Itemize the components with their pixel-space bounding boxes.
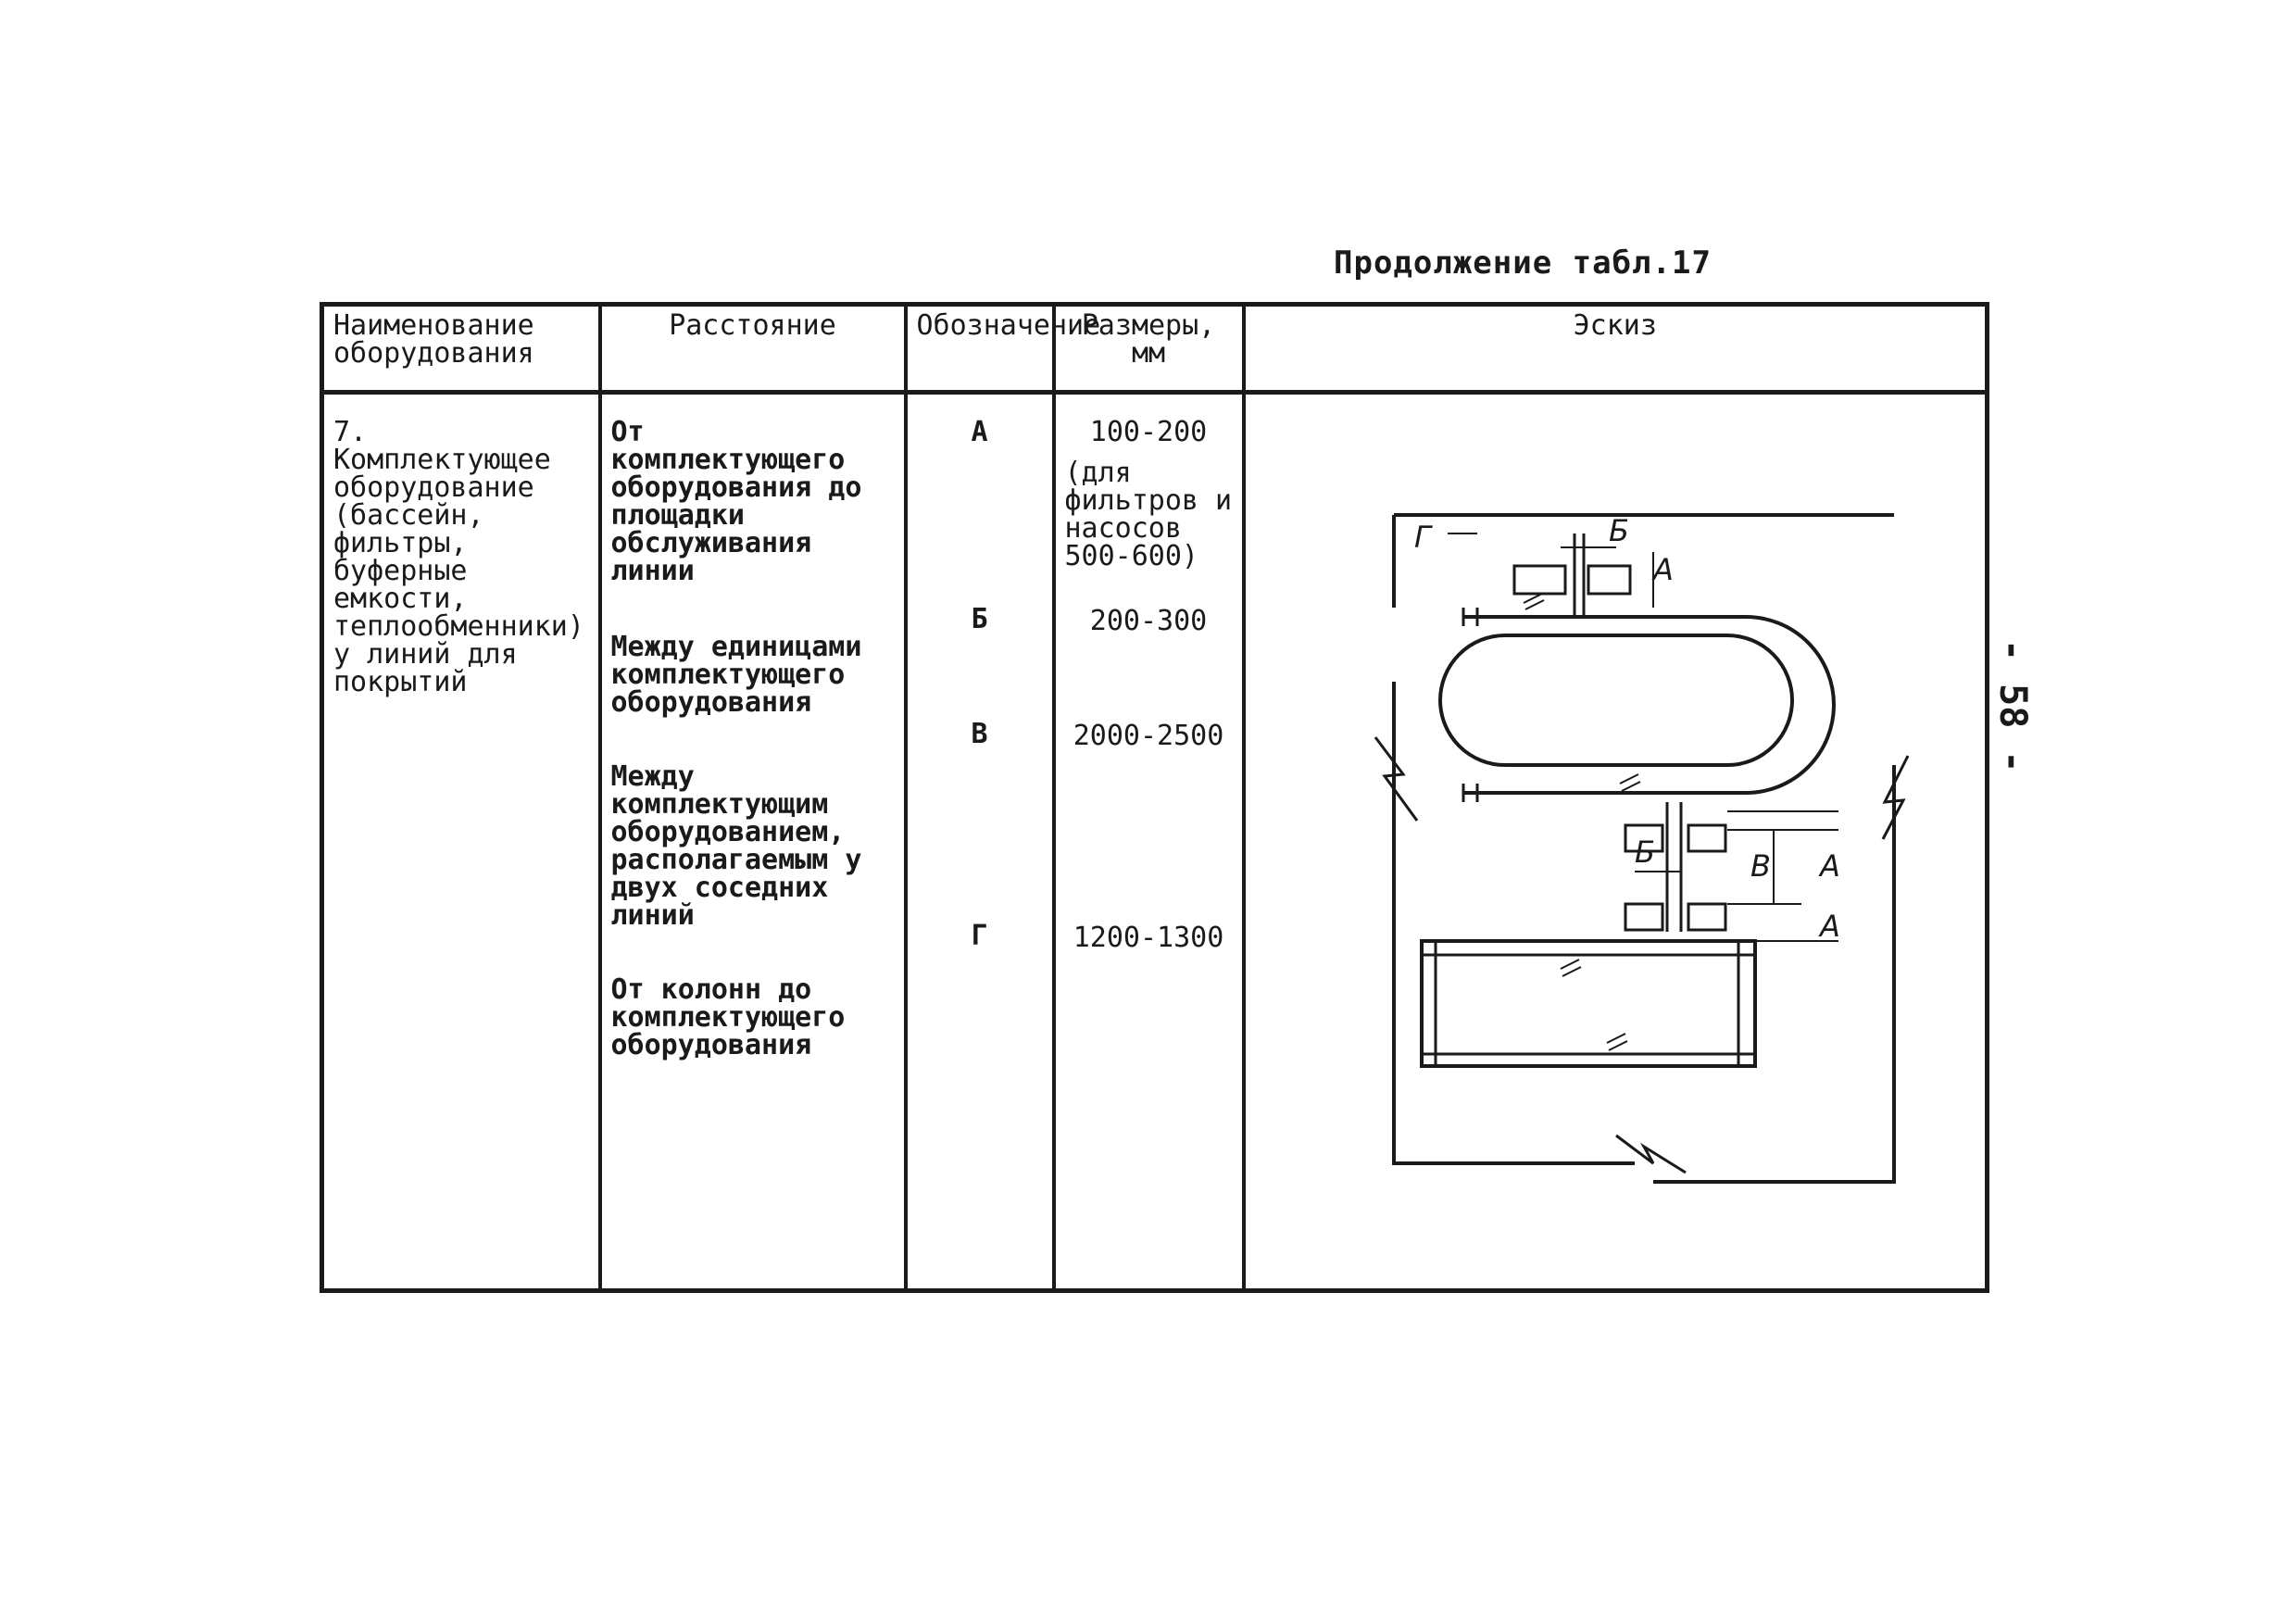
distance-b: Между единицами комплектующего оборудования [610, 631, 862, 719]
equipment-name: 7. Комплектующее оборудование (бассейн, фильтры, буферные емкости, теплообменники) у линий для покрытий [322, 393, 600, 1291]
distance-cell [600, 393, 906, 1291]
code-b: Б [971, 603, 988, 635]
header-code: Обозначение [906, 305, 1054, 393]
sketch-label-b2: Б [1634, 835, 1655, 870]
code-a: А [971, 416, 988, 448]
distance-v: Между комплектующим оборудованием, располагаемым у двух соседних линий [610, 760, 862, 932]
sketch-label-a2: А [1819, 848, 1840, 884]
size-b: 200-300 [1089, 605, 1208, 637]
table-row [322, 393, 1988, 1291]
equipment-table [320, 302, 1989, 1293]
page-number: - 58 - [1991, 639, 2034, 773]
code-g: Г [971, 920, 988, 952]
code-v: В [971, 718, 988, 750]
sketch-label-v: В [1750, 848, 1771, 884]
layout-sketch-diagram [1246, 395, 1982, 1293]
sketch-cell [1244, 393, 1988, 1291]
size-v: 2000-2500 [1073, 720, 1224, 752]
size-a: 100-200 [1089, 416, 1208, 448]
header-sizes: Размеры, мм [1054, 305, 1244, 393]
header-name: Наименование оборудования [322, 305, 600, 393]
distance-a: От комплектующего оборудования до площадки обслуживания линии [610, 416, 862, 587]
code-cell [906, 393, 1054, 1291]
sketch-label-a3: А [1819, 909, 1840, 944]
sketch-label-g: Г [1413, 520, 1431, 555]
distance-g: От колонн до комплектующего оборудования [610, 973, 846, 1061]
header-distance: Расстояние [600, 305, 906, 393]
sketch-label-a1: А [1652, 552, 1674, 587]
table-caption: Продолжение табл.17 [1334, 245, 1712, 282]
sketch-label-b1: Б [1608, 513, 1629, 548]
size-g: 1200-1300 [1073, 922, 1224, 954]
size-cell [1054, 393, 1244, 1291]
size-a-note: (для фильтров и насосов 500-600) [1064, 457, 1233, 572]
table-header-row [322, 305, 1988, 393]
header-sketch: Эскиз [1244, 305, 1988, 393]
